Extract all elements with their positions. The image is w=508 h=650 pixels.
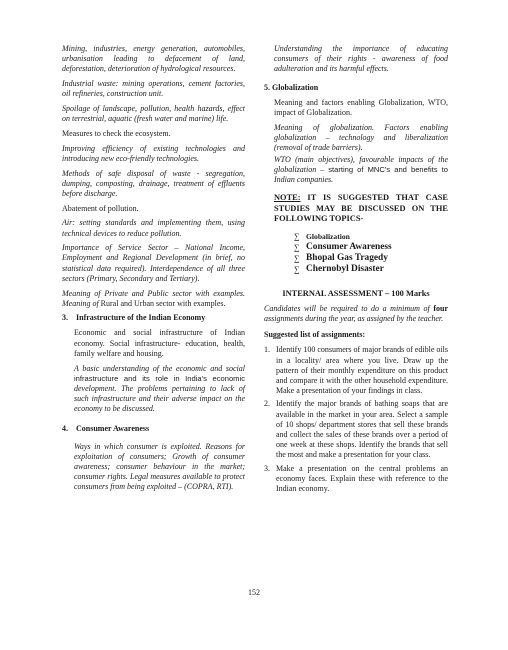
list-item [294,231,448,242]
right-column [264,44,448,497]
paragraph: Meaning and factors enabling Globalization, WTO, impact of Globalization. [274,97,448,117]
section-body-5 [264,98,448,186]
sigma-bullet-icon: ∑ [294,243,300,253]
note-text: IT IS SUGGESTED THAT CASE STUDIES MAY BE DISCUSSED ON THE FOLLOWING TOPICS- [274,193,448,224]
section-title: Infrastructure of the Indian Economy [76,313,206,323]
paragraph: Understanding the importance of educating consumers of their rights - awareness of food adulteration and its harmful effects. [274,44,448,74]
paragraph: Measures to check the ecosystem. [62,128,171,138]
item-number: 2. [264,399,270,409]
text-span: four [433,304,448,314]
text-span: assignments during the year, as assigned by the teacher. [264,314,444,324]
list-item [294,253,448,264]
paragraph: Economic and social infrastructure of Indian economy. Social infrastructure- education, health, family welfare and housing. [74,328,245,358]
case-study-note [264,193,448,225]
case-study-topics [294,231,448,275]
paragraph [62,289,245,309]
list-item [264,464,448,495]
left-column [62,44,245,497]
text-span: infrastructure and its role in India's economic [74,373,245,383]
page-number: 152 [248,588,260,597]
section-body-4-cont [264,44,448,75]
paragraph [274,155,448,186]
text-span: Candidates will be required to do a minimum of [264,304,434,314]
item-text: Make a presentation on the central problems an economy faces. Explain these with reference to the Indian economy. [276,463,448,494]
text-span: Rural and Urban sector with examples. [100,298,226,308]
sigma-bullet-icon: ∑ [294,265,300,275]
topic-label: Chernobyl Disaster [306,264,384,275]
paragraph: Mining, industries, energy generation, automobiles, urbanisation leading to defacement of land, deforestation, deterioration of hydrological resources. [62,44,245,74]
sigma-bullet-icon: ∑ [294,232,300,242]
topic-label: Globalization [306,232,350,242]
item-text: Identify 100 consumers of major brands of edible oils in a locality/ area where you live. Draw up the pattern of their monthly expenditure on this product and compare it with the other household expenditure. Make a presentation of your findings in class. [276,345,448,396]
text-span: starting of MNC's and benefits to [328,164,448,174]
topic-label: Consumer Awareness [306,242,392,253]
paragraph: Industrial waste: mining operations, cement factories, oil refineries, construction unit. [62,79,245,99]
paragraph [74,364,245,415]
paragraph: Importance of Service Sector – National Income, Employment and Regional Development (in brief, no statistical data required). Interdependence of all three sectors (Primary, Secondary and Tertiary). [62,243,245,283]
paragraph: Methods of safe disposal of waste - segregation, dumping, composting, drainage, treatment of effluents before discharge. [62,168,245,198]
item-number: 1. [264,345,270,355]
section-number: 3. [62,313,68,323]
section-body-4 [62,442,245,493]
section-heading-3 [62,313,245,323]
section-heading-4 [62,424,245,434]
section-body-3 [62,328,245,414]
list-item [294,264,448,275]
paragraph: Ways in which consumer is exploited. Reasons for exploitation of consumers; Growth of consumer awareness; consumer behaviour in the market; consumer rights. Legal measures available to protect consumers from being exploited – (COPRA, RTI). [74,441,245,492]
text-span: A basic understanding of the economic and social [74,363,245,373]
paragraph: Abatement of pollution. [62,203,139,213]
paragraph: Air: setting standards and implementing them, using technical devices to reduce pollution. [62,218,245,238]
topic-label: Bhopal Gas Tragedy [306,253,388,264]
text-span: Indian companies. [274,175,334,185]
item-text: Identify the major brands of bathing soaps that are available in the market in your area. Select a sample of 10 shops/ department stores that sell these brands and collect the sales of these brands over a period of one week at these shops. Identify the brands that sell the most and make a presentation for your class. [276,399,448,460]
assignments-heading: Suggested list of assignments: [264,330,366,340]
sigma-bullet-icon: ∑ [294,254,300,264]
internal-assessment-title: INTERNAL ASSESSMENT – 100 Marks [282,289,430,299]
list-item [264,399,448,460]
item-number: 3. [264,463,270,473]
section-number: 4. [62,423,68,433]
text-span: Meaning of Private and Public sector with examples. Meaning of [62,288,245,308]
paragraph: Spoilage of landscape, pollution, health hazards, effect on terrestrial, aquatic (fresh water and marine) life. [62,104,245,124]
assignment-list [264,345,448,494]
list-item [294,242,448,253]
section-title: Consumer Awareness [76,423,150,433]
list-item [264,345,448,396]
paragraph: Meaning of globalization. Factors enabling globalization – technology and liberalization (removal of trade barriers). [274,122,448,152]
paragraph [264,304,448,324]
section-heading-5: 5. Globalization [264,82,319,92]
note-label: NOTE: [274,193,301,203]
text-span: WTO (main objectives), favourable impacts of the globalization – [274,154,448,174]
paragraph: Improving efficiency of existing technologies and introducing new eco-friendly technologies. [62,143,245,163]
text-span: development. The problems pertaining to lack of such infrastructure and their adverse impact on the economy to be discussed. [74,383,245,414]
